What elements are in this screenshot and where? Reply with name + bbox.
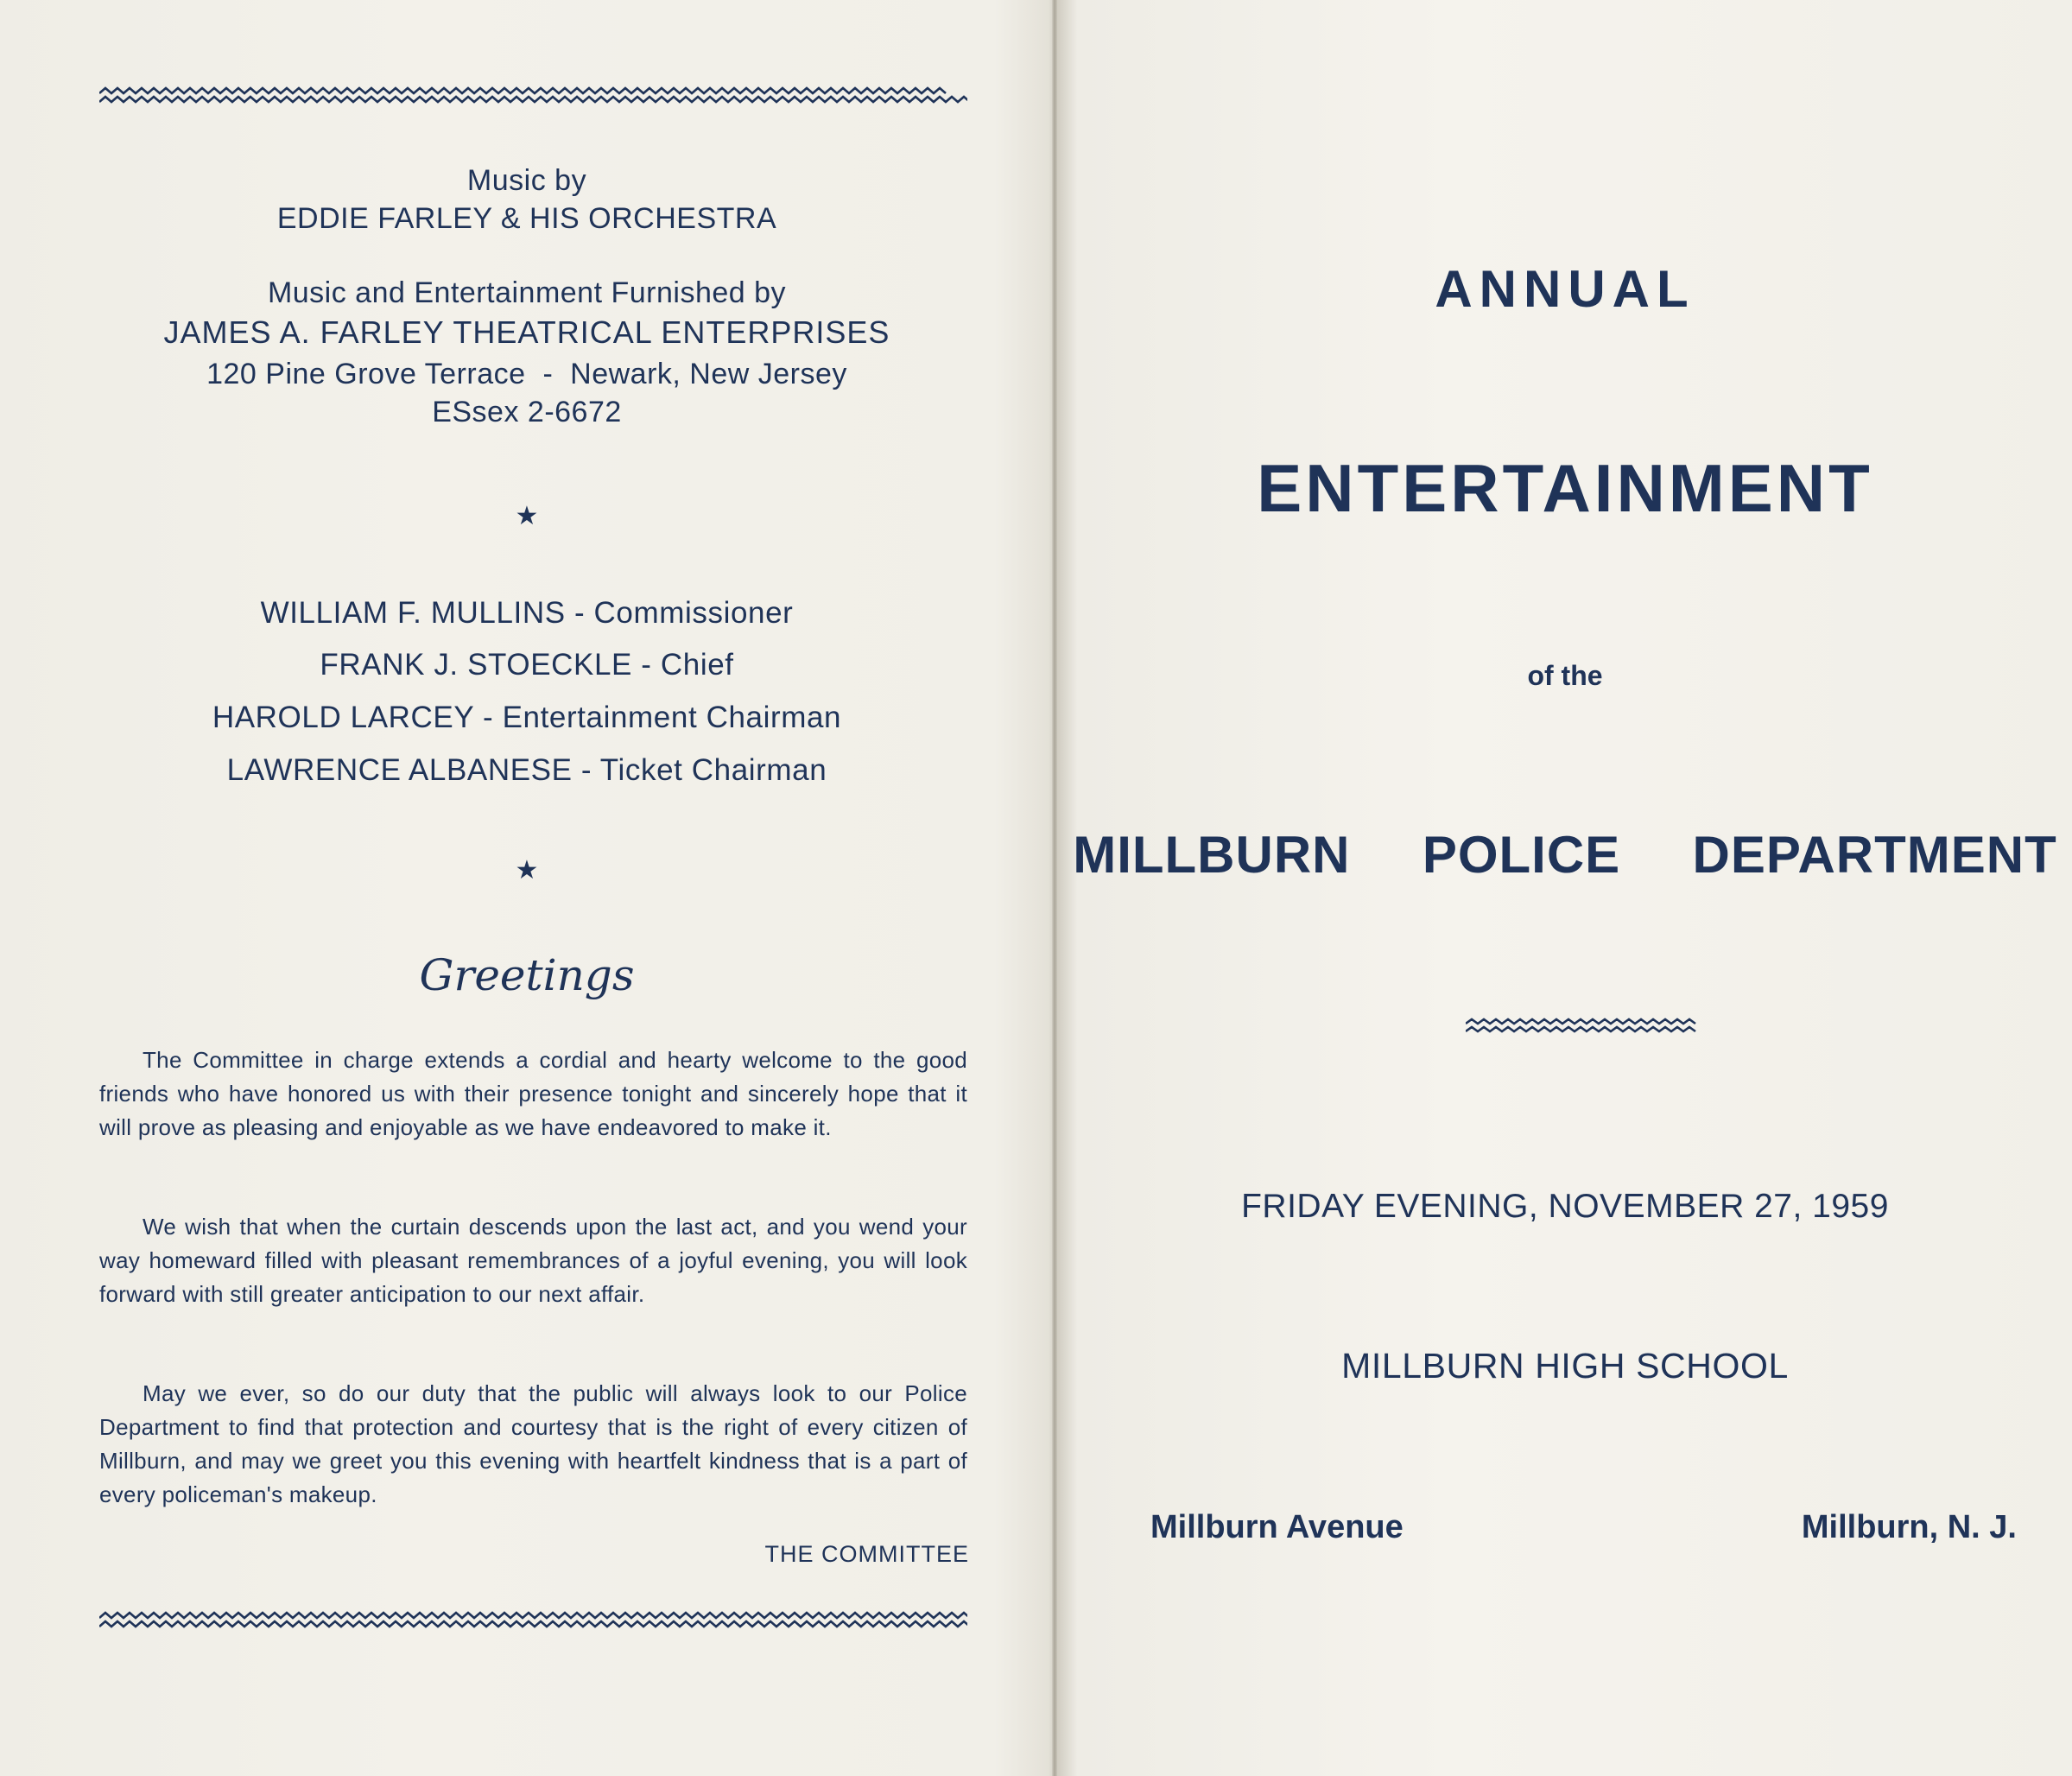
star-divider-2: ★ [515, 856, 539, 885]
venue-town: Millburn, N. J. [1801, 1509, 2017, 1545]
event-venue: MILLBURN HIGH SCHOOL [1341, 1346, 1789, 1386]
greetings-heading: Greetings [419, 950, 635, 1000]
enterprise-name: JAMES A. FARLEY THEATRICAL ENTERPRISES [163, 314, 890, 350]
title-annual: ANNUAL [1435, 260, 1695, 318]
greeting-paragraph-2: We wish that when the curtain descends upon the last act, and you wend your way homeward filled with pleasant remembrances of a joyful evening, you will look forward with still greater anticipation to our next affair. [99, 1214, 967, 1307]
officer-commissioner: WILLIAM F. MULLINS - Commissioner [260, 596, 794, 630]
wave-line-2 [99, 97, 967, 102]
event-date: FRIDAY EVENING, NOVEMBER 27, 1959 [1241, 1188, 1889, 1225]
committee-signoff: THE COMMITTEE [764, 1541, 969, 1567]
right-panel [1058, 0, 2072, 1776]
top-wavy-border [99, 86, 967, 109]
greeting-paragraph-3: May we ever, so do our duty that the public will always look to our Police Department to find that protection and courtesy that is the right of every citizen of Millburn, and may we greet you this evening with heartfelt kindness that is a part of every policeman's makeup. [99, 1380, 967, 1507]
officer-chief: FRANK J. STOECKLE - Chief [320, 648, 734, 682]
center-wavy-divider [1466, 1018, 1702, 1037]
center-fold [1052, 0, 1057, 1776]
bottom-wavy-border [99, 1611, 967, 1633]
wave-line-3 [99, 1613, 967, 1618]
title-of-the: of the [1527, 660, 1603, 691]
greeting-paragraph-1: The Committee in charge extends a cordial and hearty welcome to the good friends who have honored us with their presence tonight and sincerely hope that it will prove as pleasing and enjoyable as we have endeavored to make it. [99, 1047, 967, 1140]
orchestra-name: EDDIE FARLEY & HIS ORCHESTRA [276, 202, 777, 235]
furnished-by-label: Music and Entertainment Furnished by [267, 276, 787, 309]
enterprise-phone: ESsex 2-6672 [432, 396, 622, 428]
music-by-label: Music by [466, 164, 587, 197]
wave-line-1 [99, 88, 946, 93]
wave-line-6 [1466, 1027, 1695, 1031]
officer-entertainment-chairman: HAROLD LARCEY - Entertainment Chairman [212, 701, 842, 734]
star-divider-1: ★ [515, 502, 539, 530]
enterprise-address: 120 Pine Grove Terrace - Newark, New Jersey [206, 358, 847, 390]
wave-line-4 [99, 1621, 967, 1627]
officer-ticket-chairman: LAWRENCE ALBANESE - Ticket Chairman [226, 753, 827, 787]
title-department: MILLBURN POLICE DEPARTMENT [1073, 826, 2057, 884]
venue-street: Millburn Avenue [1150, 1509, 1404, 1545]
wave-line-5 [1466, 1019, 1695, 1024]
title-entertainment: ENTERTAINMENT [1257, 450, 1873, 526]
